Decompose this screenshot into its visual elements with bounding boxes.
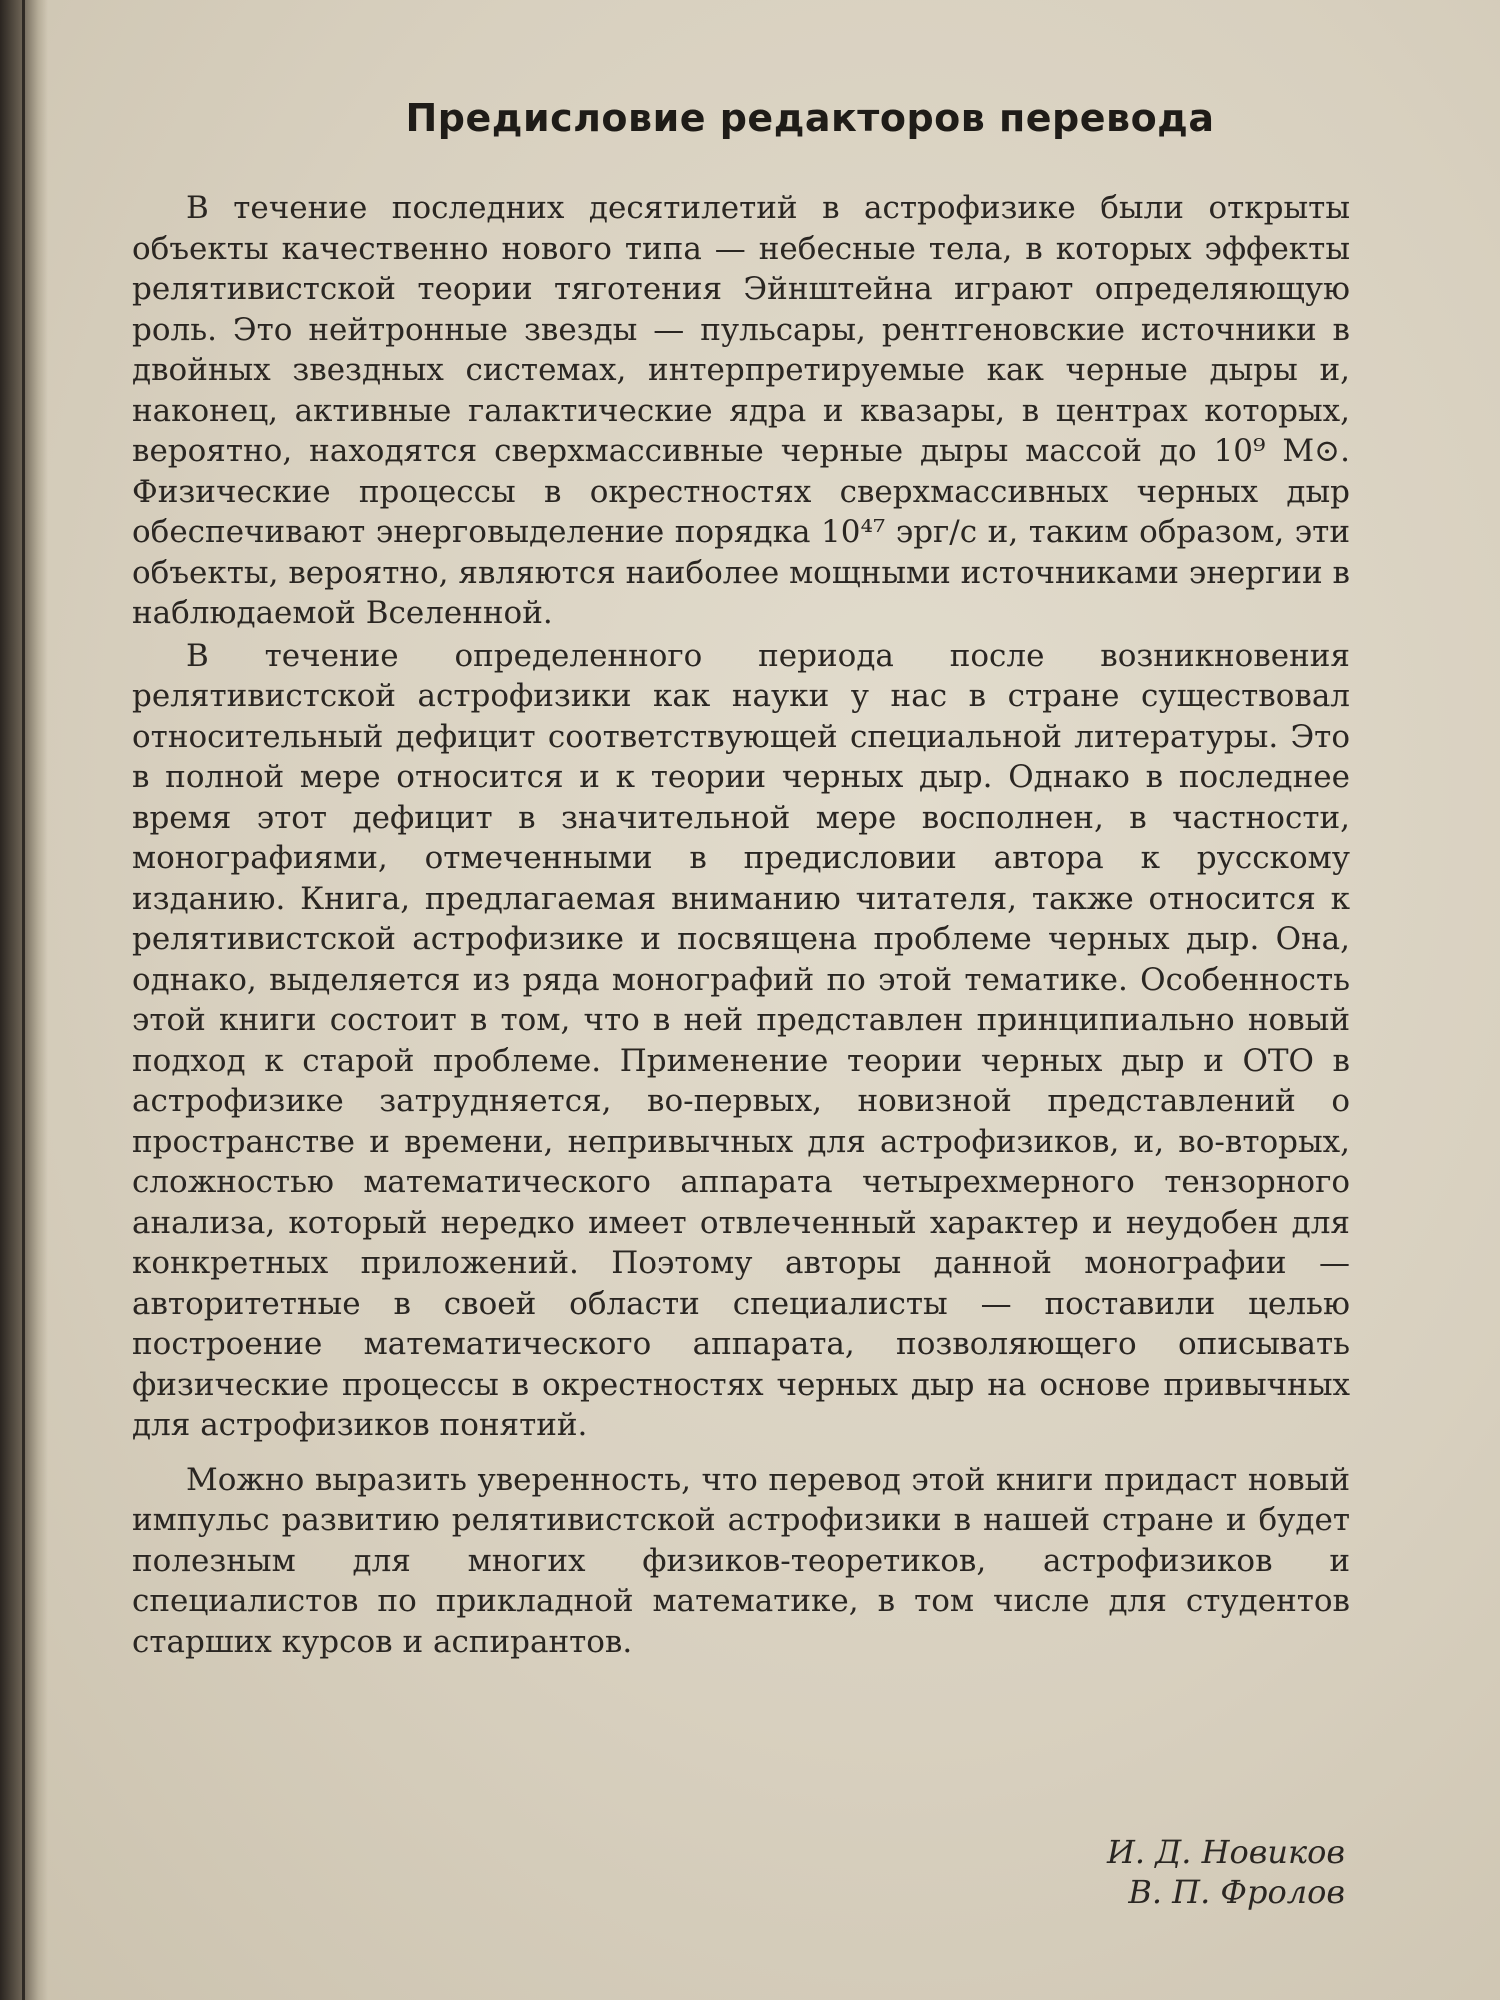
page-title: Предисловие редакторов перевода xyxy=(405,96,1215,140)
book-binding-edge xyxy=(22,0,25,2000)
paragraph-2: В течение определенного периода после возникновения релятивистской астрофизики как науки у нас в стране существовал относительный дефицит соответствующей специальной литературы. Это в полной мере относится и к теории черных дыр. Однако в последнее время этот дефицит в значительной мере восполнен, в частности, монографиями, отмеченными в предисловии автора к русскому изданию. Книга, предлагаемая вниманию читателя, также относится к релятивистской астрофизике и посвящена проблеме черных дыр. Она, однако, выделяется из ряда монографий по этой тематике. Особенность этой книги состоит в том, что в ней представлен принципиально новый подход к старой проблеме. Применение теории черных дыр и ОТО в астрофизике затрудняется, во-первых, новизной представлений о пространстве и времени, непривычных для астрофизиков, и, во-вторых, сложностью математического аппарата четырехмерного тензорного анализа, который нередко имеет отвлеченный характер и неудобен для конкретных приложений. Поэтому авторы данной монографии — авторитетные в своей области специалисты — поставили целью построение математического аппарата, позволяющего описывать физические процессы в окрестностях черных дыр на основе привычных для астрофизиков понятий. xyxy=(132,637,1350,1443)
paragraph-3: Можно выразить уверенность, что перевод этой книги придаст новый импульс развитию релятивистской астрофизики в нашей стране и будет полезным для многих физиков-теоретиков, астрофизиков и специалистов по прикладной математике, в том числе для студентов старших курсов и аспирантов. xyxy=(132,1461,1350,1660)
preface-body xyxy=(132,188,1350,1662)
paragraph-1: В течение последних десятилетий в астрофизике были открыты объекты качественно нового типа — небесные тела, в которых эффекты релятивистской теории тяготения Эйнштейна играют определяющую роль. Это нейтронные звезды — пульсары, рентгеновские источники в двойных звездных системах, интерпретируемые как черные дыры и, наконец, активные галактические ядра и квазары, в центрах которых, вероятно, находятся сверхмассивные черные дыры массой до 10⁹ M⊙. Физические процессы в окрестностях сверхмассивных черных дыр обеспечивают энерговыделение порядка 10⁴⁷ эрг/с и, таким образом, эти объекты, вероятно, являются наиболее мощными источниками энергии в наблюдаемой Вселенной. xyxy=(132,190,1350,631)
signature-novikov: И. Д. Новиков xyxy=(1106,1833,1345,1871)
signature-block xyxy=(1107,1832,1345,1912)
signature-frolov: В. П. Фролов xyxy=(1128,1873,1345,1911)
